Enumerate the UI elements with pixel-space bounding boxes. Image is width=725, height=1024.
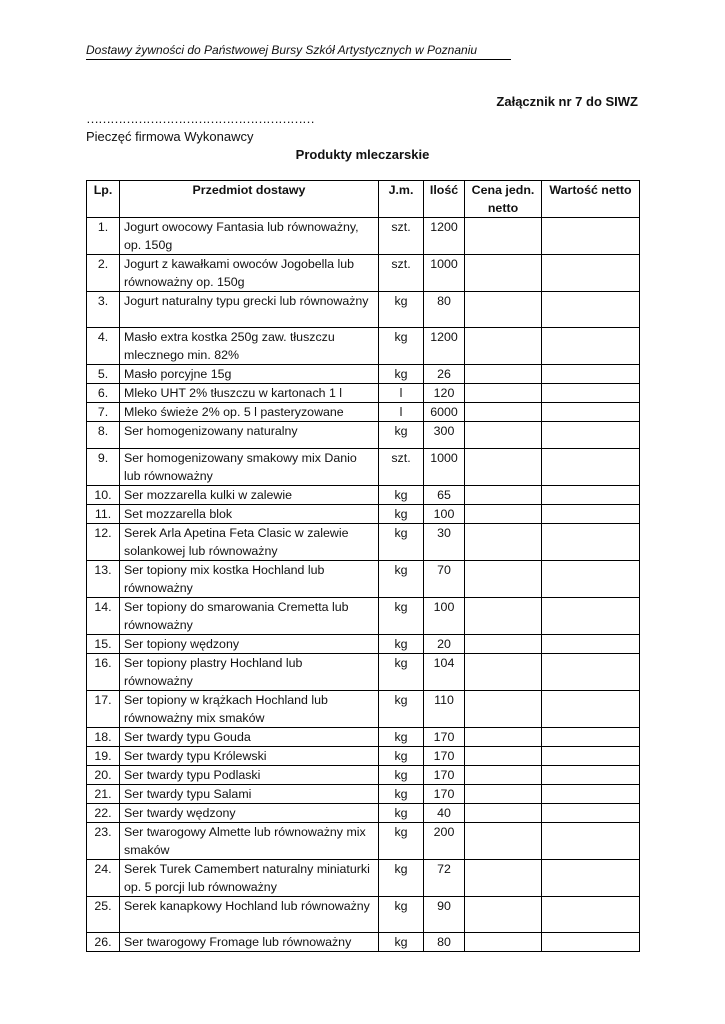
stamp-dots: ………………………………………………… xyxy=(86,111,314,126)
cell-lp: 15. xyxy=(87,635,120,654)
cell-net-value xyxy=(542,561,640,598)
cell-quantity: 6000 xyxy=(424,403,465,422)
cell-unit: kg xyxy=(379,561,424,598)
cell-unit: kg xyxy=(379,524,424,561)
cell-unit: kg xyxy=(379,654,424,691)
annex-label: Załącznik nr 7 do SIWZ xyxy=(496,94,638,109)
cell-unit-price xyxy=(465,598,542,635)
table-row xyxy=(87,728,640,747)
cell-unit: kg xyxy=(379,728,424,747)
cell-net-value xyxy=(542,860,640,897)
cell-unit-price xyxy=(465,365,542,384)
header-price: Cena jedn. netto xyxy=(465,181,542,218)
cell-net-value xyxy=(542,255,640,292)
table-row xyxy=(87,860,640,897)
table-row xyxy=(87,747,640,766)
cell-net-value xyxy=(542,654,640,691)
cell-quantity: 90 xyxy=(424,897,465,933)
cell-lp: 20. xyxy=(87,766,120,785)
cell-unit-price xyxy=(465,561,542,598)
cell-net-value xyxy=(542,422,640,449)
cell-quantity: 65 xyxy=(424,486,465,505)
cell-quantity: 110 xyxy=(424,691,465,728)
cell-lp: 3. xyxy=(87,292,120,328)
cell-unit-price xyxy=(465,422,542,449)
cell-unit: kg xyxy=(379,860,424,897)
cell-lp: 14. xyxy=(87,598,120,635)
cell-item-name: Ser twardy typu Salami xyxy=(120,785,379,804)
header-item: Przedmiot dostawy xyxy=(120,181,379,218)
cell-item-name: Serek Arla Apetina Feta Clasic w zalewie solankowej lub równoważny xyxy=(120,524,379,561)
cell-net-value xyxy=(542,933,640,952)
cell-unit-price xyxy=(465,823,542,860)
cell-lp: 12. xyxy=(87,524,120,561)
cell-item-name: Jogurt z kawałkami owoców Jogobella lub równoważny op. 150g xyxy=(120,255,379,292)
table-row xyxy=(87,365,640,384)
cell-lp: 16. xyxy=(87,654,120,691)
table-row xyxy=(87,505,640,524)
cell-unit: l xyxy=(379,384,424,403)
cell-item-name: Serek Turek Camembert naturalny miniaturki op. 5 porcji lub równoważny xyxy=(120,860,379,897)
table-body xyxy=(87,218,640,952)
cell-item-name: Ser topiony plastry Hochland lub równoważny xyxy=(120,654,379,691)
cell-unit: kg xyxy=(379,766,424,785)
table-row xyxy=(87,785,640,804)
cell-net-value xyxy=(542,728,640,747)
header-lp: Lp. xyxy=(87,181,120,218)
header-unit: J.m. xyxy=(379,181,424,218)
cell-unit-price xyxy=(465,218,542,255)
cell-net-value xyxy=(542,403,640,422)
cell-item-name: Ser twardy typu Królewski xyxy=(120,747,379,766)
cell-net-value xyxy=(542,897,640,933)
cell-net-value xyxy=(542,823,640,860)
cell-net-value xyxy=(542,524,640,561)
cell-unit: kg xyxy=(379,365,424,384)
cell-unit-price xyxy=(465,785,542,804)
cell-item-name: Mleko świeże 2% op. 5 l pasteryzowane xyxy=(120,403,379,422)
cell-unit-price xyxy=(465,384,542,403)
table-row xyxy=(87,933,640,952)
cell-item-name: Mleko UHT 2% tłuszczu w kartonach 1 l xyxy=(120,384,379,403)
cell-quantity: 80 xyxy=(424,292,465,328)
cell-lp: 13. xyxy=(87,561,120,598)
cell-lp: 11. xyxy=(87,505,120,524)
cell-lp: 8. xyxy=(87,422,120,449)
table-row xyxy=(87,766,640,785)
cell-lp: 2. xyxy=(87,255,120,292)
cell-quantity: 170 xyxy=(424,728,465,747)
cell-unit: kg xyxy=(379,823,424,860)
cell-item-name: Ser twardy typu Gouda xyxy=(120,728,379,747)
cell-unit: l xyxy=(379,403,424,422)
cell-unit: kg xyxy=(379,785,424,804)
cell-quantity: 1200 xyxy=(424,328,465,365)
cell-quantity: 100 xyxy=(424,505,465,524)
cell-lp: 17. xyxy=(87,691,120,728)
cell-unit-price xyxy=(465,635,542,654)
cell-unit-price xyxy=(465,292,542,328)
cell-net-value xyxy=(542,505,640,524)
cell-net-value xyxy=(542,365,640,384)
table-row xyxy=(87,897,640,933)
cell-unit: kg xyxy=(379,505,424,524)
cell-unit: szt. xyxy=(379,218,424,255)
cell-quantity: 72 xyxy=(424,860,465,897)
cell-lp: 19. xyxy=(87,747,120,766)
cell-quantity: 70 xyxy=(424,561,465,598)
cell-item-name: Ser twardy typu Podlaski xyxy=(120,766,379,785)
cell-lp: 7. xyxy=(87,403,120,422)
cell-lp: 1. xyxy=(87,218,120,255)
cell-net-value xyxy=(542,218,640,255)
table-row xyxy=(87,524,640,561)
cell-unit: kg xyxy=(379,933,424,952)
cell-quantity: 200 xyxy=(424,823,465,860)
table-row xyxy=(87,384,640,403)
cell-item-name: Set mozzarella blok xyxy=(120,505,379,524)
header-value: Wartość netto xyxy=(542,181,640,218)
cell-unit-price xyxy=(465,747,542,766)
cell-unit-price xyxy=(465,804,542,823)
cell-net-value xyxy=(542,598,640,635)
cell-lp: 9. xyxy=(87,449,120,486)
table-row xyxy=(87,804,640,823)
cell-quantity: 30 xyxy=(424,524,465,561)
table-row xyxy=(87,422,640,449)
cell-quantity: 40 xyxy=(424,804,465,823)
cell-unit-price xyxy=(465,524,542,561)
cell-unit: szt. xyxy=(379,449,424,486)
cell-unit-price xyxy=(465,860,542,897)
cell-quantity: 20 xyxy=(424,635,465,654)
cell-quantity: 1200 xyxy=(424,218,465,255)
cell-unit-price xyxy=(465,328,542,365)
cell-quantity: 170 xyxy=(424,747,465,766)
cell-item-name: Ser twardy wędzony xyxy=(120,804,379,823)
cell-lp: 21. xyxy=(87,785,120,804)
cell-unit: kg xyxy=(379,804,424,823)
cell-net-value xyxy=(542,486,640,505)
cell-unit: kg xyxy=(379,422,424,449)
cell-lp: 5. xyxy=(87,365,120,384)
cell-item-name: Ser twarogowy Almette lub równoważny mix smaków xyxy=(120,823,379,860)
cell-item-name: Ser homogenizowany smakowy mix Danio lub równoważny xyxy=(120,449,379,486)
cell-lp: 25. xyxy=(87,897,120,933)
table-row xyxy=(87,823,640,860)
cell-lp: 4. xyxy=(87,328,120,365)
cell-unit-price xyxy=(465,403,542,422)
cell-unit-price xyxy=(465,897,542,933)
cell-item-name: Masło porcyjne 15g xyxy=(120,365,379,384)
cell-unit-price xyxy=(465,933,542,952)
cell-unit-price xyxy=(465,505,542,524)
table-row xyxy=(87,691,640,728)
cell-lp: 26. xyxy=(87,933,120,952)
table-row xyxy=(87,486,640,505)
cell-item-name: Ser topiony do smarowania Cremetta lub równoważny xyxy=(120,598,379,635)
cell-net-value xyxy=(542,766,640,785)
table-row xyxy=(87,218,640,255)
cell-item-name: Serek kanapkowy Hochland lub równoważny xyxy=(120,897,379,933)
cell-item-name: Ser mozzarella kulki w zalewie xyxy=(120,486,379,505)
cell-unit: kg xyxy=(379,897,424,933)
cell-unit: szt. xyxy=(379,255,424,292)
table-row xyxy=(87,449,640,486)
cell-quantity: 100 xyxy=(424,598,465,635)
cell-unit-price xyxy=(465,691,542,728)
cell-net-value xyxy=(542,449,640,486)
table-row xyxy=(87,403,640,422)
cell-unit-price xyxy=(465,255,542,292)
cell-item-name: Ser topiony wędzony xyxy=(120,635,379,654)
document-header: Dostawy żywności do Państwowej Bursy Szkół Artystycznych w Poznaniu xyxy=(86,43,511,60)
cell-unit: kg xyxy=(379,292,424,328)
cell-lp: 22. xyxy=(87,804,120,823)
table-header-row xyxy=(87,181,640,218)
cell-quantity: 26 xyxy=(424,365,465,384)
cell-item-name: Ser topiony mix kostka Hochland lub równoważny xyxy=(120,561,379,598)
cell-lp: 24. xyxy=(87,860,120,897)
cell-item-name: Jogurt owocowy Fantasia lub równoważny, op. 150g xyxy=(120,218,379,255)
cell-unit-price xyxy=(465,449,542,486)
cell-net-value xyxy=(542,328,640,365)
cell-lp: 10. xyxy=(87,486,120,505)
cell-net-value xyxy=(542,635,640,654)
cell-unit: kg xyxy=(379,486,424,505)
cell-unit-price xyxy=(465,728,542,747)
cell-unit: kg xyxy=(379,598,424,635)
cell-unit-price xyxy=(465,654,542,691)
cell-quantity: 120 xyxy=(424,384,465,403)
products-table xyxy=(86,180,640,952)
cell-net-value xyxy=(542,804,640,823)
cell-item-name: Ser twarogowy Fromage lub równoważny xyxy=(120,933,379,952)
cell-unit: kg xyxy=(379,747,424,766)
cell-quantity: 80 xyxy=(424,933,465,952)
cell-net-value xyxy=(542,292,640,328)
cell-lp: 23. xyxy=(87,823,120,860)
cell-unit-price xyxy=(465,486,542,505)
cell-net-value xyxy=(542,747,640,766)
cell-quantity: 300 xyxy=(424,422,465,449)
cell-quantity: 1000 xyxy=(424,255,465,292)
cell-net-value xyxy=(542,384,640,403)
cell-lp: 18. xyxy=(87,728,120,747)
section-title: Produkty mleczarskie xyxy=(295,147,430,162)
header-qty: Ilość xyxy=(424,181,465,218)
cell-unit: kg xyxy=(379,635,424,654)
table-row xyxy=(87,292,640,328)
cell-quantity: 170 xyxy=(424,785,465,804)
cell-item-name: Ser homogenizowany naturalny xyxy=(120,422,379,449)
cell-quantity: 170 xyxy=(424,766,465,785)
cell-quantity: 1000 xyxy=(424,449,465,486)
table-row xyxy=(87,654,640,691)
table-row xyxy=(87,328,640,365)
cell-unit-price xyxy=(465,766,542,785)
cell-item-name: Masło extra kostka 250g zaw. tłuszczu mlecznego min. 82% xyxy=(120,328,379,365)
table-row xyxy=(87,598,640,635)
cell-item-name: Jogurt naturalny typu grecki lub równoważny xyxy=(120,292,379,328)
stamp-label: Pieczęć firmowa Wykonawcy xyxy=(86,129,254,144)
table-row xyxy=(87,561,640,598)
cell-net-value xyxy=(542,785,640,804)
cell-item-name: Ser topiony w krążkach Hochland lub równoważny mix smaków xyxy=(120,691,379,728)
table-row xyxy=(87,255,640,292)
cell-unit: kg xyxy=(379,328,424,365)
cell-quantity: 104 xyxy=(424,654,465,691)
table-row xyxy=(87,635,640,654)
cell-unit: kg xyxy=(379,691,424,728)
cell-lp: 6. xyxy=(87,384,120,403)
cell-net-value xyxy=(542,691,640,728)
